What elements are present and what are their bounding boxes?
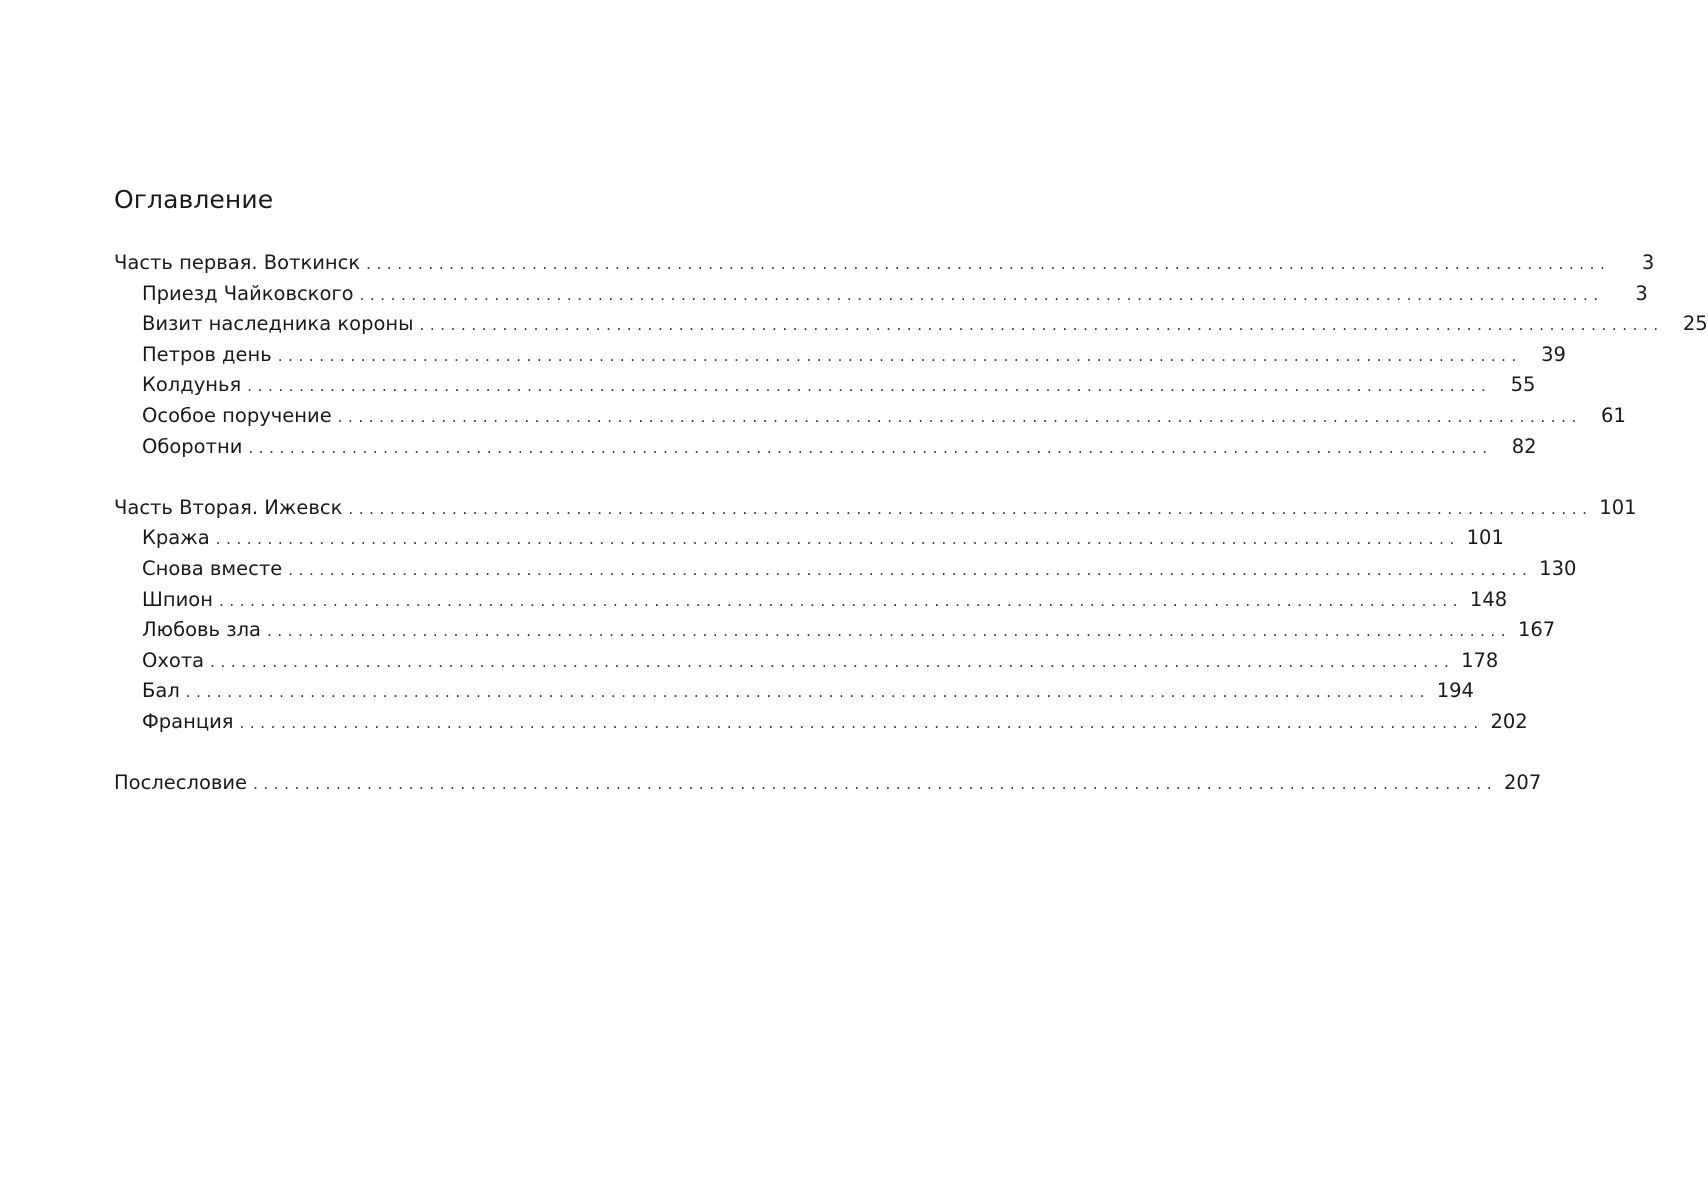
toc-leader-dots: ........................................................................................................................ [419, 316, 1664, 335]
toc-entry-label: Кража [142, 526, 210, 550]
toc-entry [114, 615, 1556, 646]
toc-entry [114, 523, 1504, 554]
toc-leader-dots: ........................................................................................................................ [215, 530, 1460, 549]
toc-entry [114, 370, 1536, 401]
toc-leader-dots: ........................................................................................................................ [267, 622, 1512, 641]
toc-leader-dots: ........................................................................................................................ [366, 255, 1611, 273]
toc-entry-page: 55 [1510, 373, 1536, 397]
toc-entry-page: 194 [1436, 679, 1474, 703]
toc-entry-label: Снова вместе [142, 556, 283, 580]
toc-entry [114, 401, 1626, 432]
toc-entry-label: Любовь зла [142, 618, 261, 642]
toc-entry [114, 768, 1542, 799]
toc-entry-label: Колдунья [142, 373, 242, 397]
toc-title: Оглавление [114, 185, 274, 214]
toc-entry-label: Визит наследника короны [142, 312, 414, 336]
toc-entry [114, 585, 1508, 616]
toc-entry-label: Часть первая. Воткинск [114, 251, 361, 274]
toc-entry-label: Особое поручение [142, 403, 332, 427]
toc-leader-dots: ........................................................................................................................ [248, 438, 1493, 457]
toc-entry [114, 646, 1499, 677]
toc-entry-page: 3 [1641, 251, 1655, 274]
toc-entry-label: Часть Вторая. Ижевск [114, 495, 343, 519]
toc-entry-label: Приезд Чайковского [142, 281, 354, 305]
toc-leader-dots: ........................................................................................................................ [253, 775, 1498, 794]
toc-list [114, 248, 1708, 799]
toc-entry-page: 39 [1541, 342, 1566, 366]
toc-entry [114, 432, 1537, 463]
toc-entry-page: 25 [1682, 312, 1708, 336]
toc-entry [114, 248, 1655, 279]
toc-entry-page: 167 [1517, 618, 1556, 642]
toc-entry-page: 61 [1601, 403, 1626, 427]
toc-entry-page: 178 [1461, 648, 1499, 672]
toc-entry-page: 148 [1469, 587, 1508, 611]
toc-entry-label: Послесловие [114, 771, 248, 795]
toc-entry-page: 207 [1504, 771, 1542, 795]
toc-leader-dots: ........................................................................................................................ [210, 652, 1455, 671]
toc-entry [114, 554, 1577, 585]
toc-leader-dots: ........................................................................................................................ [218, 591, 1464, 610]
toc-entry [114, 309, 1708, 340]
toc-entry-page: 3 [1635, 281, 1648, 305]
toc-entry [114, 676, 1474, 707]
toc-entry [114, 493, 1637, 524]
toc-entry-page: 202 [1490, 709, 1528, 733]
toc-entry-label: Охота [142, 648, 205, 672]
toc-entry-label: Бал [142, 679, 180, 703]
toc-leader-dots: ........................................................................................................................ [359, 285, 1604, 304]
toc-entry-page: 101 [1466, 526, 1504, 550]
toc-leader-dots: ........................................................................................................................ [247, 377, 1492, 396]
toc-leader-dots: ........................................................................................................................ [239, 713, 1484, 732]
toc-entry [114, 340, 1566, 371]
toc-leader-dots: ........................................................................................................................ [337, 407, 1582, 426]
toc-entry [114, 707, 1528, 738]
toc-entry-label: Петров день [142, 342, 272, 366]
toc-entry-label: Оборотни [142, 434, 243, 458]
toc-leader-dots: ........................................................................................................................ [185, 683, 1430, 702]
toc-leader-dots: ........................................................................................................................ [348, 499, 1593, 518]
toc-entry [114, 279, 1648, 310]
toc-entry-page: 101 [1599, 495, 1637, 519]
toc-entry-page: 82 [1511, 434, 1537, 458]
toc-entry-page: 130 [1539, 556, 1577, 580]
toc-entry-label: Шпион [142, 587, 213, 611]
toc-leader-dots: ........................................................................................................................ [277, 346, 1522, 365]
toc-entry-label: Франция [142, 709, 234, 733]
toc-leader-dots: ........................................................................................................................ [288, 560, 1533, 579]
